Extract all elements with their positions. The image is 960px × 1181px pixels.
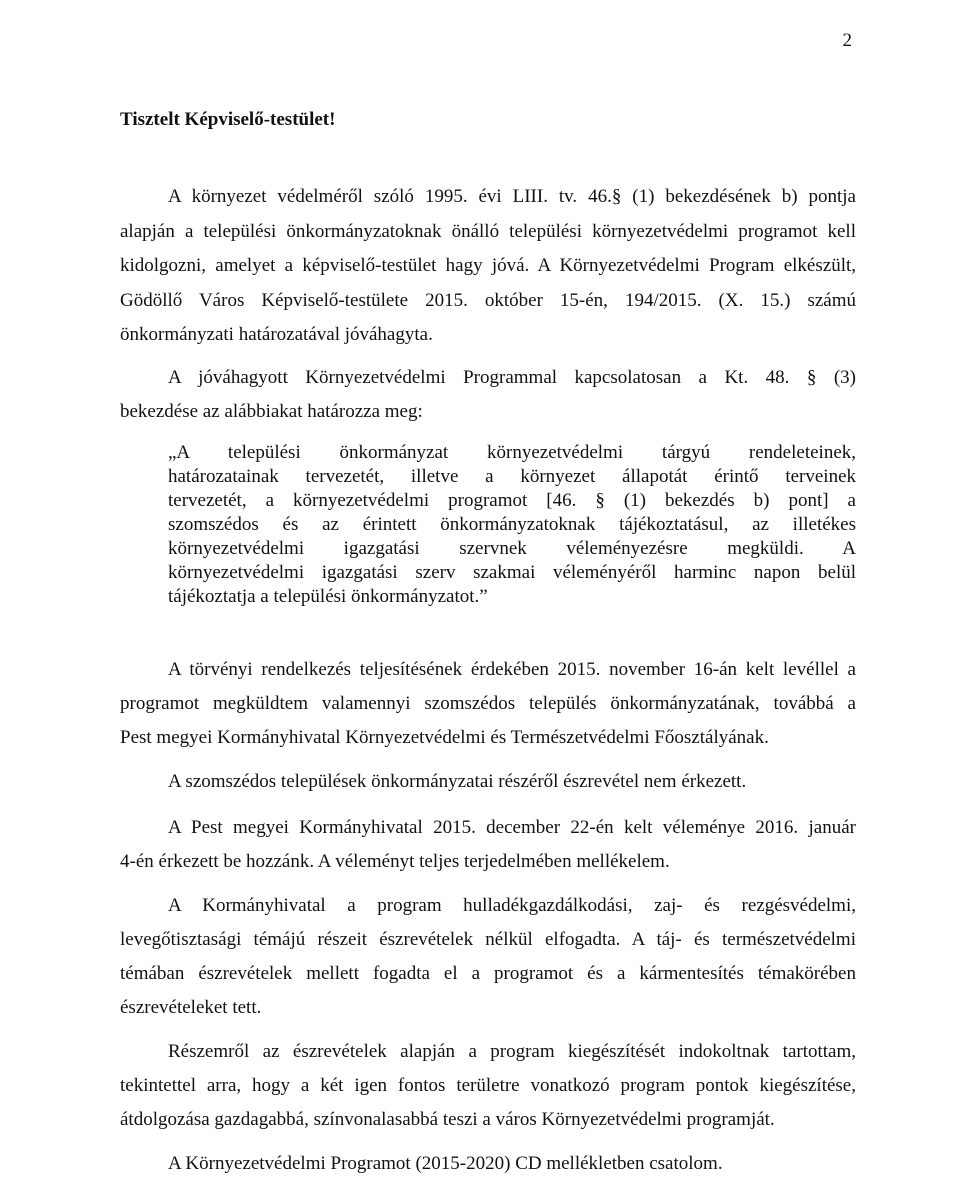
text-line: 4-én érkezett be hozzánk. A véleményt teljes terjedelmében mellékelem.	[120, 851, 670, 872]
text-line: A Környezetvédelmi Programot (2015-2020) CD mellékletben csatolom.	[168, 1153, 723, 1174]
paragraph-7	[120, 1035, 856, 1137]
page-number: 2	[842, 30, 852, 51]
text-line: tájékoztatja a települési önkormányzatot.”	[168, 586, 488, 607]
page-title: Tisztelt Képviselő-testület!	[120, 109, 336, 130]
text-line: környezetvédelmi igazgatási szervnek véleményezésre megküldi. A	[168, 538, 856, 559]
text-line: Részemről az észrevételek alapján a program kiegészítését indokoltnak tartottam,	[168, 1041, 856, 1062]
text-line: határozatainak tervezetét, illetve a környezet állapotát érintő terveinek	[168, 466, 856, 487]
text-line: Gödöllő Város Képviselő-testülete 2015. október 15-én, 194/2015. (X. 15.) számú	[120, 289, 856, 311]
text-line: „A települési önkormányzat környezetvédelmi tárgyú rendeleteinek,	[168, 442, 856, 463]
text-line: környezetvédelmi igazgatási szerv szakmai véleményéről harminc napon belül	[168, 562, 856, 583]
text-line: A szomszédos települések önkormányzatai részéről észrevétel nem érkezett.	[168, 771, 747, 792]
text-line: önkormányzati határozatával jóváhagyta.	[120, 324, 433, 345]
text-line: A jóváhagyott Környezetvédelmi Programmal kapcsolatosan a Kt. 48. § (3)	[168, 367, 856, 388]
text-line: észrevételeket tett.	[120, 997, 262, 1018]
paragraph-2	[120, 361, 856, 429]
text-line: alapján a települési önkormányzatoknak önálló települési környezetvédelmi programot kell	[120, 220, 856, 242]
text-line: levegőtisztasági témájú részeit észrevételek nélkül elfogadta. A táj- és természetvédelmi	[120, 929, 856, 950]
text-line: A Kormányhivatal a program hulladékgazdálkodási, zaj- és rezgésvédelmi,	[168, 895, 856, 916]
paragraph-4	[120, 765, 856, 799]
paragraph-3	[120, 653, 856, 755]
paragraph-1	[120, 180, 856, 353]
text-line: témában észrevételek mellett fogadta el a programot és a kármentesítés témakörében	[120, 963, 856, 984]
text-line: A környezet védelméről szóló 1995. évi LIII. tv. 46.§ (1) bekezdésének b) pontja	[168, 186, 856, 207]
text-line: tekintettel arra, hogy a két igen fontos területre vonatkozó program pontok kiegészítése,	[120, 1075, 856, 1096]
text-line: kidolgozni, amelyet a képviselő-testület hagy jóvá. A Környezetvédelmi Program elkészült,	[120, 255, 856, 276]
paragraph-5	[120, 811, 856, 879]
text-line: programot megküldtem valamennyi szomszédos település önkormányzatának, továbbá a	[120, 693, 856, 714]
legal-quote	[168, 441, 856, 609]
text-line: A törvényi rendelkezés teljesítésének érdekében 2015. november 16-án kelt levéllel a	[168, 659, 856, 680]
text-line: szomszédos és az érintett önkormányzatoknak tájékoztatásul, az illetékes	[168, 514, 856, 535]
text-line: bekezdése az alábbiakat határozza meg:	[120, 401, 423, 422]
text-line: A Pest megyei Kormányhivatal 2015. december 22-én kelt véleménye 2016. január	[168, 817, 856, 838]
text-line: Pest megyei Kormányhivatal Környezetvédelmi és Természetvédelmi Főosztályának.	[120, 727, 769, 748]
paragraph-6	[120, 889, 856, 1025]
text-line: átdolgozása gazdagabbá, színvonalasabbá teszi a város Környezetvédelmi programját.	[120, 1109, 775, 1130]
paragraph-8	[120, 1147, 856, 1181]
text-line: tervezetét, a környezetvédelmi programot [46. § (1) bekezdés b) pont] a	[168, 490, 856, 511]
